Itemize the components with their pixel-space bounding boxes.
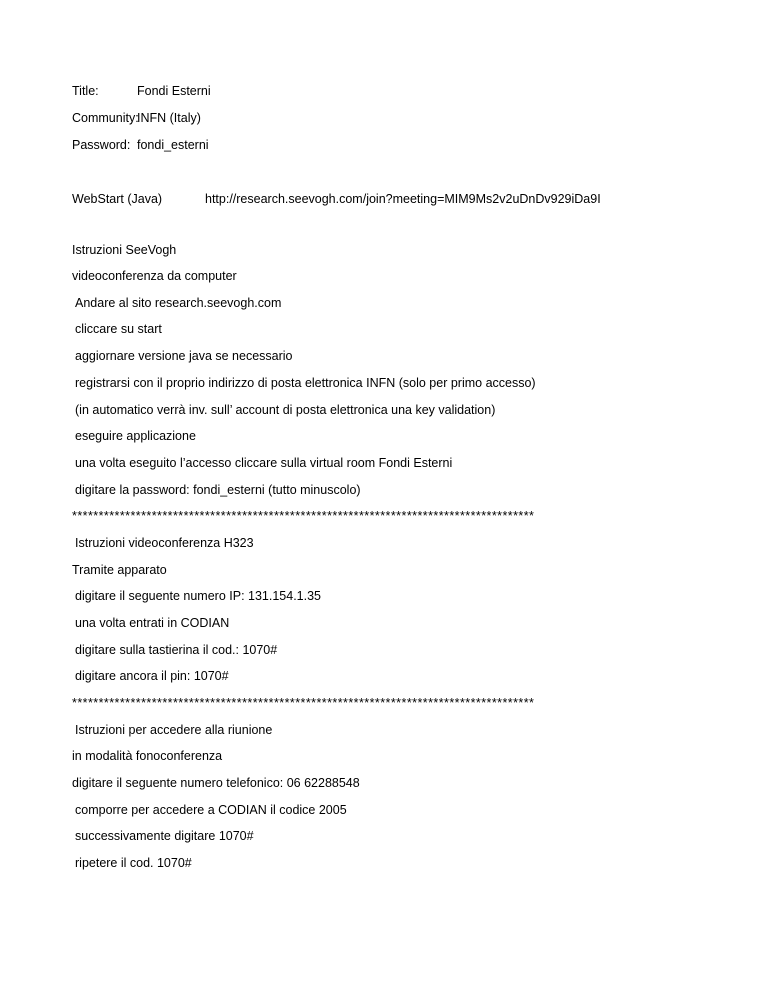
h323-step: digitare sulla tastierina il cod.: 1070# <box>75 643 278 657</box>
webstart-label: WebStart (Java) <box>72 192 163 206</box>
phone-number-line: digitare il seguente numero telefonico: 06 62288548 <box>72 776 360 790</box>
password-label: Password: <box>72 138 131 152</box>
seevogh-step: digitare la password: fondi_esterni (tutto minuscolo) <box>75 483 361 497</box>
seevogh-step: registrarsi con il proprio indirizzo di posta elettronica INFN (solo per primo accesso) <box>75 376 536 390</box>
seevogh-heading: Istruzioni SeeVogh <box>72 243 177 257</box>
h323-step: digitare ancora il pin: 1070# <box>75 669 229 683</box>
seevogh-step: una volta eseguito l’accesso cliccare sulla virtual room Fondi Esterni <box>75 456 453 470</box>
community-value: INFN (Italy) <box>137 111 201 125</box>
seevogh-step: Andare al sito research.seevogh.com <box>75 296 282 310</box>
title-value: Fondi Esterni <box>137 84 211 98</box>
h323-step: digitare il seguente numero IP: 131.154.1.35 <box>75 589 322 603</box>
phone-heading: Istruzioni per accedere alla riunione <box>75 723 273 737</box>
password-value: fondi_esterni <box>137 138 209 152</box>
seevogh-step: eseguire applicazione <box>75 429 196 443</box>
seevogh-step: aggiornare versione java se necessario <box>75 349 293 363</box>
h323-heading: Istruzioni videoconferenza H323 <box>75 536 254 550</box>
webstart-url[interactable]: http://research.seevogh.com/join?meeting=MIM9Ms2v2uDnDv929iDa9I <box>205 192 601 206</box>
seevogh-step: cliccare su start <box>75 322 162 336</box>
phone-step: ripetere il cod. 1070# <box>75 856 192 870</box>
phone-step: comporre per accedere a CODIAN il codice 2005 <box>75 803 347 817</box>
separator: *************************************************************************************** <box>72 696 535 710</box>
phone-subheading: in modalità fonoconferenza <box>72 749 223 763</box>
community-label: Community: <box>72 111 139 125</box>
h323-step: una volta entrati in CODIAN <box>75 616 230 630</box>
phone-step: successivamente digitare 1070# <box>75 829 254 843</box>
title-label: Title: <box>72 84 99 98</box>
h323-subheading: Tramite apparato <box>72 563 167 577</box>
separator: *************************************************************************************** <box>72 509 535 523</box>
seevogh-step: (in automatico verrà inv. sull’ account di posta elettronica una key validation) <box>75 403 496 417</box>
seevogh-subheading: videoconferenza da computer <box>72 269 237 283</box>
